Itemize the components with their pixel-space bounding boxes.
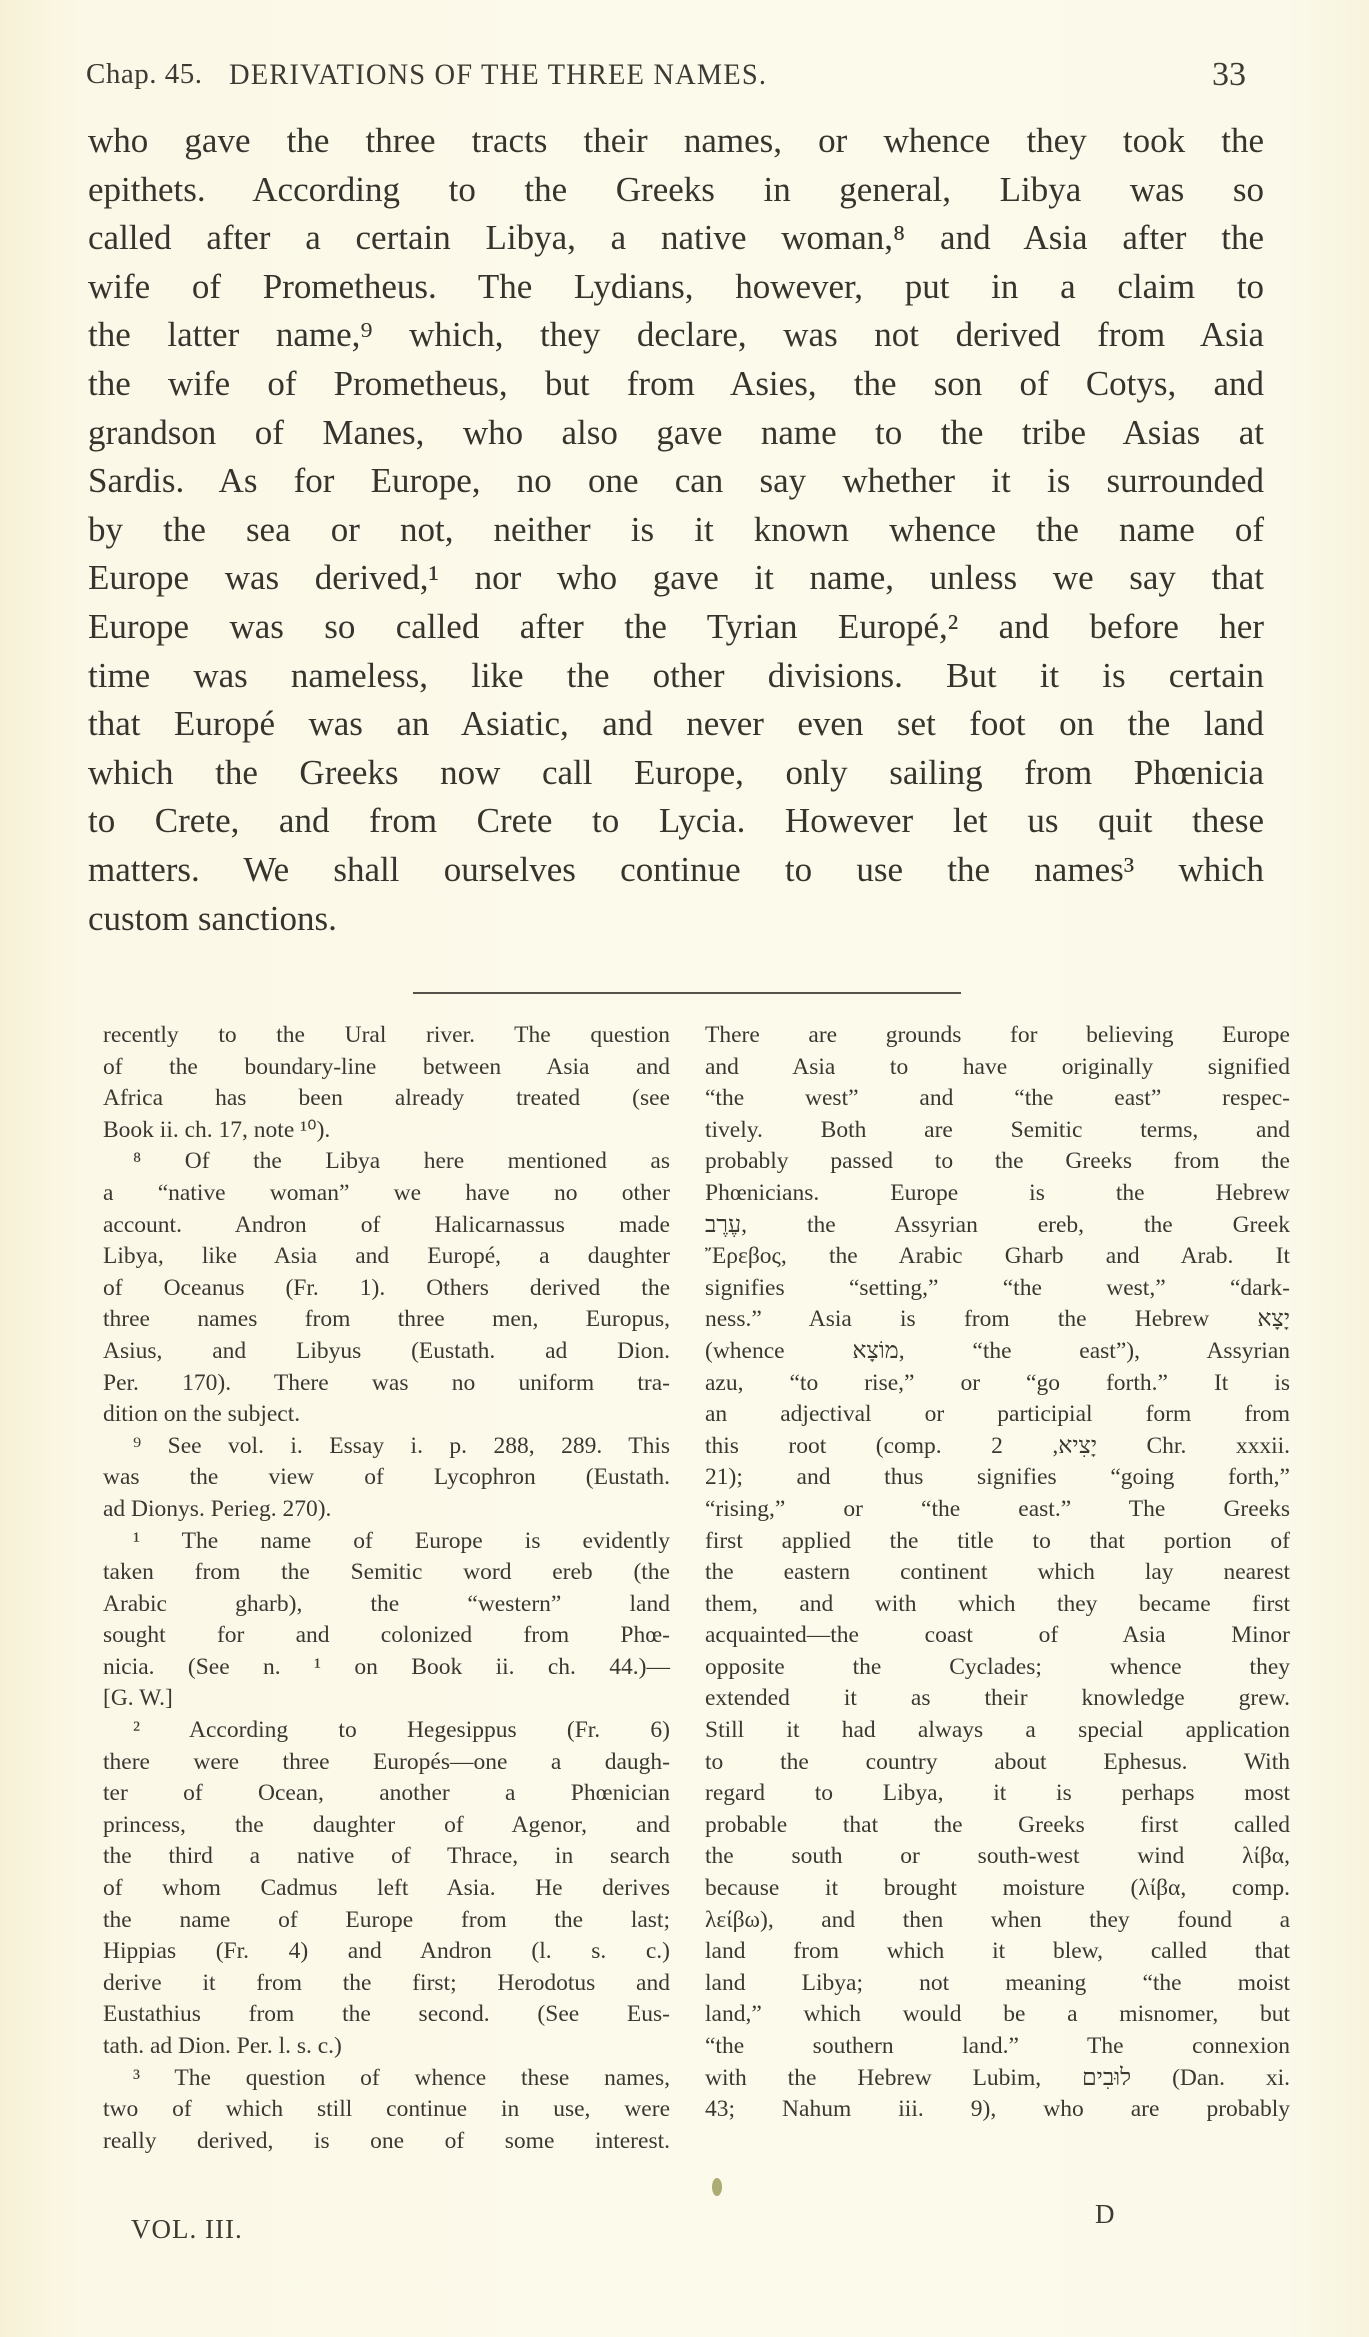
footnote-line: three names from three men, Europus, [103, 1306, 670, 1333]
footnote-line: the third a native of Thrace, in search [103, 1843, 670, 1870]
footnote-line: Asius, and Libyus (Eustath. ad Dion. [103, 1337, 670, 1364]
footnote-line: Africa has been already treated (see [103, 1085, 670, 1112]
page-number: 33 [1212, 56, 1246, 93]
footnotes-left-column [103, 1020, 670, 2157]
footnote-line: account. Andron of Halicarnassus made [103, 1211, 670, 1238]
volume-label: VOL. III. [131, 2214, 243, 2244]
footnote-line: “the west” and “the east” respec- [705, 1085, 1290, 1112]
footnote-line: “the southern land.” The connexion [705, 2033, 1290, 2059]
footnote-line: 43; Nahum iii. 9), who are probably [705, 2096, 1290, 2123]
text-line: Europe was derived,¹ nor who gave it name, unless we say that [88, 558, 1264, 598]
footnote-line: Per. 170). There was no uniform tra- [103, 1369, 670, 1396]
footnote-line: signifies “setting,” “the west,” “dark- [705, 1274, 1290, 1301]
footnote-line: of Oceanus (Fr. 1). Others derived the [103, 1274, 670, 1301]
footnote-line-greek: λείβω), and then when they found a [705, 1906, 1290, 1933]
footnote-line-greek: because it brought moisture (λίβα, comp. [705, 1875, 1290, 1902]
footnote-line: tath. ad Dion. Per. l. s. c.) [103, 2033, 342, 2059]
signature-mark: D [1095, 2199, 1115, 2229]
footnote-line: ad Dionys. Perieg. 270). [103, 1495, 332, 1522]
footnote-line: Hippias (Fr. 4) and Andron (l. s. c.) [103, 1938, 670, 1965]
footnote-line-hebrew: ness.” Asia is from the Hebrew יָצָא [705, 1306, 1290, 1333]
footnote-line: Eustathius from the second. (See Eus- [103, 2001, 670, 2028]
text-line: which the Greeks now call Europe, only sailing from Phœnicia [88, 752, 1264, 792]
text-line: matters. We shall ourselves continue to use the names³ which [88, 849, 1264, 889]
footnote-line: [G. W.] [103, 1685, 173, 1712]
text-line: the latter name,⁹ which, they declare, was not derived from Asia [88, 315, 1264, 355]
footnote-line: there were three Europés—one a daugh- [103, 1748, 670, 1775]
footnote-8-start: ⁸ Of the Libya here mentioned as [133, 1148, 670, 1175]
main-text [88, 117, 1264, 943]
footnote-line: Libya, like Asia and Europé, a daughter [103, 1243, 670, 1270]
footnote-line: 21); and thus signifies “going forth,” [705, 1464, 1290, 1491]
text-line: by the sea or not, neither is it known whence the name of [88, 509, 1264, 549]
footnote-line: Still it had always a special application [705, 1717, 1290, 1744]
footnote-2-start: ² According to Hegesippus (Fr. 6) [133, 1717, 670, 1744]
footnote-line: regard to Libya, it is perhaps most [705, 1780, 1290, 1807]
footnote-line: azu, “to rise,” or “go forth.” It is [705, 1369, 1290, 1396]
footnote-line-greek: the south or south-west wind λίβα, [705, 1843, 1290, 1870]
text-line: that Europé was an Asiatic, and never even set foot on the land [88, 704, 1264, 744]
footnote-line: “rising,” or “the east.” The Greeks [705, 1495, 1290, 1522]
footnote-line-hebrew: עֶרֶב, the Assyrian ereb, the Greek [705, 1211, 1290, 1238]
footnote-line: tively. Both are Semitic terms, and [705, 1116, 1290, 1143]
text-line: who gave the three tracts their names, or whence they took the [88, 121, 1264, 160]
footnote-line: probable that the Greeks first called [705, 1811, 1290, 1838]
footnote-line: acquainted—the coast of Asia Minor [705, 1622, 1290, 1649]
footnote-line: land from which it blew, called that [705, 1938, 1290, 1965]
text-line: Europe was so called after the Tyrian Europé,² and before her [88, 606, 1264, 646]
footnote-line: really derived, is one of some interest. [103, 2127, 670, 2154]
text-line: wife of Prometheus. The Lydians, however, put in a claim to [88, 266, 1264, 306]
footnote-line: nicia. (See n. ¹ on Book ii. ch. 44.)— [103, 1653, 670, 1680]
footnote-line: sought for and colonized from Phœ- [103, 1622, 670, 1649]
footnote-line: first applied the title to that portion of [705, 1527, 1290, 1554]
text-line: called after a certain Libya, a native woman,⁸ and Asia after the [88, 218, 1264, 258]
footnote-line: an adjectival or participial form from [705, 1401, 1290, 1428]
footnote-line-hebrew: this root (comp. יָצִיא, 2 Chr. xxxii. [705, 1432, 1291, 1459]
footnote-line-hebrew: (whence מוֹצָא, “the east”), Assyrian [705, 1337, 1290, 1364]
footnote-line: a “native woman” we have no other [103, 1179, 670, 1206]
footnote-line: was the view of Lycophron (Eustath. [103, 1464, 670, 1491]
footnote-line: the name of Europe from the last; [103, 1906, 670, 1933]
chapter-label: Chap. 45. [86, 58, 203, 90]
footnotes-right-column [705, 1020, 1290, 2126]
text-line: time was nameless, like the other divisions. But it is certain [88, 655, 1264, 695]
footnote-line: dition on the subject. [103, 1401, 301, 1428]
footnote-line: recently to the Ural river. The question [103, 1022, 670, 1048]
footnote-line-greek: Ἔρεβος, the Arabic Gharb and Arab. It [705, 1243, 1290, 1270]
footnote-line: Arabic gharb), the “western” land [103, 1590, 670, 1617]
page-title: DERIVATIONS OF THE THREE NAMES. [229, 58, 768, 91]
footnote-3-start: ³ The question of whence these names, [133, 2064, 670, 2091]
footnote-line: them, and with which they became first [705, 1590, 1290, 1617]
text-line: epithets. According to the Greeks in general, Libya was so [88, 169, 1264, 209]
footnote-line: to the country about Ephesus. With [705, 1748, 1290, 1775]
text-line: Sardis. As for Europe, no one can say whether it is surrounded [88, 461, 1264, 501]
text-line: to Crete, and from Crete to Lycia. However let us quit these [88, 801, 1264, 841]
running-header [0, 52, 1369, 102]
footnote-line: of the boundary-line between Asia and [103, 1053, 670, 1080]
footnote-line: There are grounds for believing Europe [705, 1022, 1290, 1048]
footnote-line: of whom Cadmus left Asia. He derives [103, 1875, 670, 1902]
footnote-line: two of which still continue in use, were [103, 2096, 670, 2123]
footnote-line: Phœnicians. Europe is the Hebrew [705, 1179, 1290, 1206]
footnote-line: taken from the Semitic word ereb (the [103, 1559, 670, 1586]
text-line: the wife of Prometheus, but from Asies, the son of Cotys, and [88, 363, 1264, 403]
footnote-line: opposite the Cyclades; whence they [705, 1653, 1290, 1680]
footnote-1-start: ¹ The name of Europe is evidently [133, 1527, 670, 1554]
footnote-line: Book ii. ch. 17, note ¹⁰). [103, 1116, 331, 1143]
footnote-line: the eastern continent which lay nearest [705, 1559, 1290, 1586]
text-line: grandson of Manes, who also gave name to the tribe Asias at [88, 412, 1264, 452]
footnote-line-hebrew: with the Hebrew Lubim, לוּבִים (Dan. xi. [705, 2064, 1290, 2091]
footnote-9-start: ⁹ See vol. i. Essay i. p. 288, 289. This [133, 1432, 670, 1459]
footnote-line: and Asia to have originally signified [705, 1053, 1290, 1080]
footnote-line: extended it as their knowledge grew. [705, 1685, 1290, 1712]
paper-stain [712, 2178, 722, 2196]
footnote-line: probably passed to the Greeks from the [705, 1148, 1290, 1175]
footnote-line: land,” which would be a misnomer, but [705, 2001, 1290, 2028]
footnote-line: derive it from the first; Herodotus and [103, 1969, 670, 1996]
footnote-line: ter of Ocean, another a Phœnician [103, 1780, 670, 1807]
footnote-line: land Libya; not meaning “the moist [705, 1969, 1290, 1996]
footnote-divider [413, 992, 961, 994]
footnote-line: princess, the daughter of Agenor, and [103, 1811, 670, 1838]
text-line: custom sanctions. [88, 898, 337, 938]
